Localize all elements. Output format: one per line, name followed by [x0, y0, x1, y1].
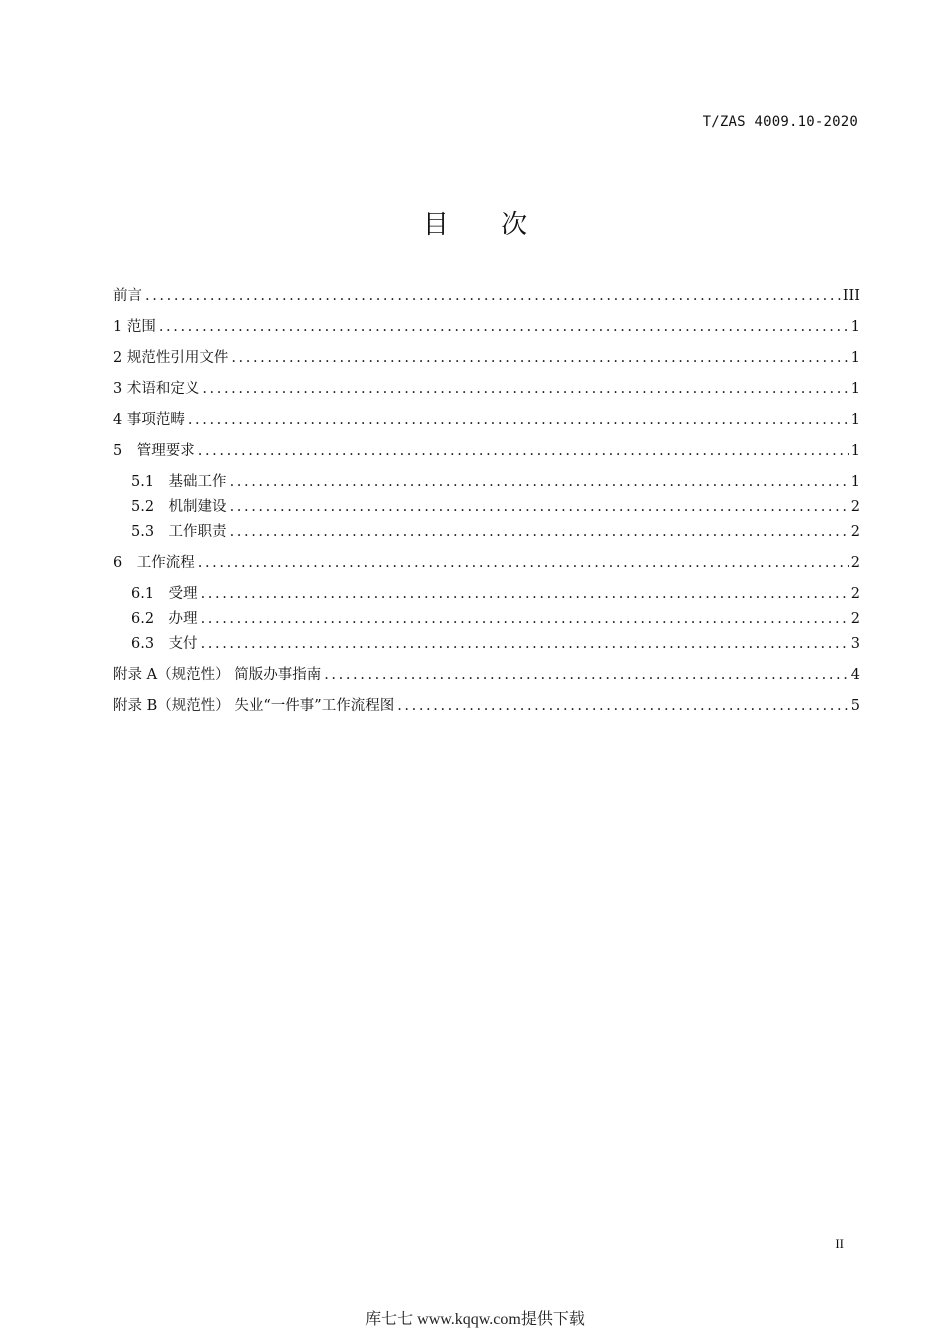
toc-entry-page: 2 — [850, 524, 860, 540]
toc-entry-foreword[interactable] — [113, 284, 860, 308]
toc-leader-dots — [201, 632, 849, 656]
toc-entry-label: 附录 A（规范性） 简版办事指南 — [113, 667, 322, 683]
toc-entry-appendix-a[interactable] — [113, 663, 860, 687]
toc-leader-dots — [202, 377, 848, 401]
toc-title: 目 次 — [422, 210, 550, 240]
toc-entry-page: 3 — [850, 636, 860, 652]
toc-entry-page: 1 — [850, 474, 860, 490]
toc-leader-dots — [230, 470, 849, 494]
toc-entry-label: 5 管理要求 — [113, 443, 195, 459]
toc-entry-label: 6 工作流程 — [113, 555, 195, 571]
toc-entry-terms[interactable] — [113, 377, 860, 401]
toc-entry-label: 6.2 办理 — [131, 611, 198, 627]
toc-entry-page: 1 — [850, 350, 860, 366]
toc-leader-dots — [324, 663, 849, 687]
toc-entry-label: 前言 — [113, 288, 142, 304]
toc-entry-item-scope[interactable] — [113, 408, 860, 432]
toc-entry-page: 2 — [850, 499, 860, 515]
toc-entry-label: 2 规范性引用文件 — [113, 350, 229, 366]
toc-entry-mechanism[interactable] — [131, 495, 860, 519]
toc-entry-normative-references[interactable] — [113, 346, 860, 370]
toc-entry-page: 2 — [850, 555, 860, 571]
toc-leader-dots — [145, 284, 841, 308]
toc-entry-page: 1 — [850, 443, 860, 459]
toc-leader-dots — [188, 408, 849, 432]
toc-entry-page: 2 — [850, 586, 860, 602]
toc-entry-scope[interactable] — [113, 315, 860, 339]
toc-entry-basic-work[interactable] — [131, 470, 860, 494]
toc-entry-management[interactable] — [113, 439, 860, 463]
toc-entry-duties[interactable] — [131, 520, 860, 544]
toc-entry-label: 1 范围 — [113, 319, 156, 335]
toc-entry-page: III — [842, 288, 860, 304]
toc-entry-label: 4 事项范畴 — [113, 412, 185, 428]
toc-leader-dots — [198, 551, 849, 575]
toc-entry-label: 5.1 基础工作 — [131, 474, 227, 490]
toc-leader-dots — [230, 495, 849, 519]
toc-entry-page: 1 — [850, 381, 860, 397]
document-code: T/ZAS 4009.10-2020 — [702, 114, 858, 130]
toc-leader-dots — [201, 607, 849, 631]
page-number: II — [835, 1236, 844, 1251]
toc-entry-appendix-b[interactable] — [113, 694, 860, 718]
toc-entry-page: 4 — [850, 667, 860, 683]
footer-watermark: 库七七 www.kqqw.com提供下载 — [365, 1311, 585, 1328]
toc-entry-label: 6.3 支付 — [131, 636, 198, 652]
toc-entry-page: 1 — [850, 412, 860, 428]
toc-entry-page: 5 — [850, 698, 860, 714]
toc-entry-workflow[interactable] — [113, 551, 860, 575]
toc-entry-processing[interactable] — [131, 607, 860, 631]
toc-leader-dots — [231, 346, 848, 370]
toc-entry-acceptance[interactable] — [131, 582, 860, 606]
toc-entry-page: 1 — [850, 319, 860, 335]
toc-leader-dots — [198, 439, 849, 463]
toc-entry-label: 3 术语和定义 — [113, 381, 200, 397]
toc-entry-label: 附录 B（规范性） 失业“一件事”工作流程图 — [113, 698, 395, 714]
toc-leader-dots — [397, 694, 849, 718]
toc-entry-page: 2 — [850, 611, 860, 627]
toc-entry-label: 5.3 工作职责 — [131, 524, 227, 540]
toc-entry-label: 6.1 受理 — [131, 586, 198, 602]
toc-leader-dots — [201, 582, 849, 606]
toc-entry-label: 5.2 机制建设 — [131, 499, 227, 515]
toc-entry-payment[interactable] — [131, 632, 860, 656]
toc-leader-dots — [230, 520, 849, 544]
toc-leader-dots — [159, 315, 849, 339]
